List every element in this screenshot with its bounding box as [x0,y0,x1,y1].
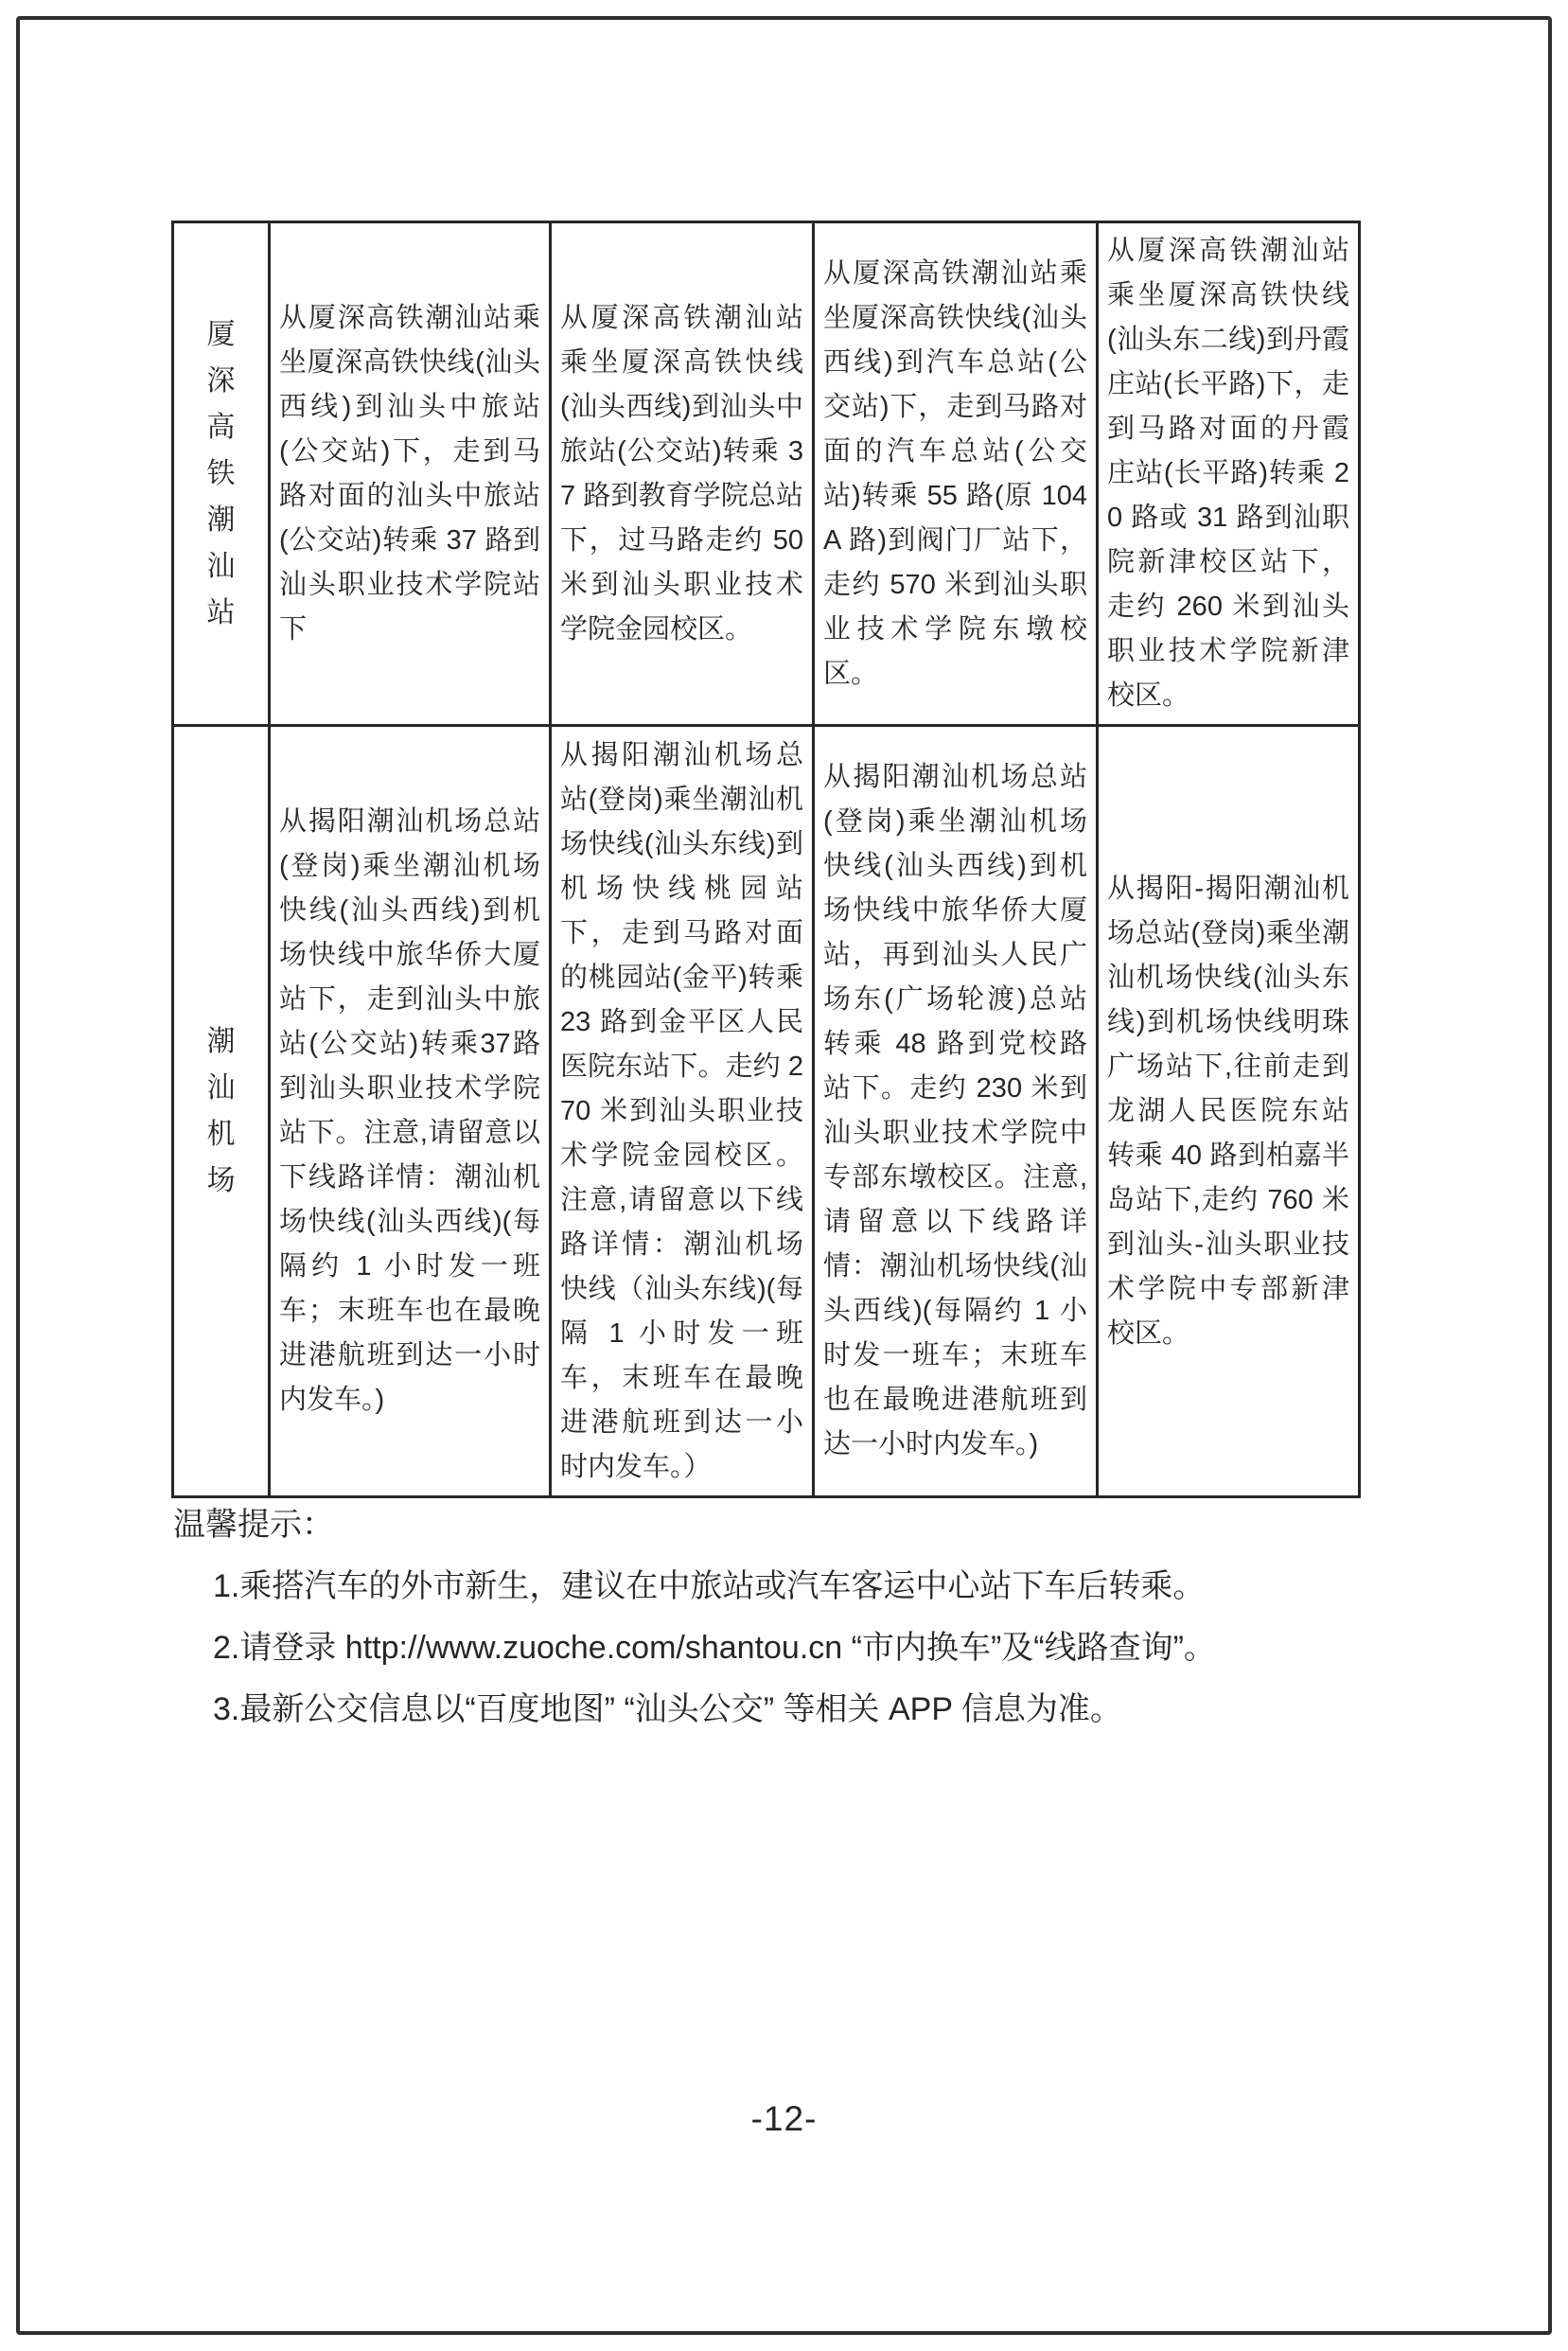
tip-item-2: 2.请登录 http://www.zuoche.com/shantou.cn “市内换车”及“线路查询”。 [213,1630,1216,1666]
route-text: 从厦深高铁潮汕站乘坐厦深高铁快线(汕头东二线)到丹霞庄站(长平路)下，走到马路对面的丹霞庄站(长平路)转乘 20 路或 31 路到汕职院新津校区站下，走约 260 米到汕头职业技术学院新津校区。 [1107,236,1349,711]
route-cell [1098,222,1360,726]
route-cell [270,222,551,726]
table-row-hsr-station [173,222,1360,726]
page-number: -12- [750,2099,818,2138]
tips-section [173,1503,1432,1731]
route-text: 从揭阳潮汕机场总站(登岗)乘坐潮汕机场快线(汕头西线)到机场快线中旅华侨大厦站，再到汕头人民广场东(广场轮渡)总站转乘 48 路到党校路站下。走约 230 米到汕头职业技术学院中专部东墩校区。注意,请留意以下线路详情：潮汕机场快线(汕头西线)(每隔约 1 小时发一班车；末班车也在最晚进港航班到达一小时内发车。) [823,762,1087,1459]
route-text: 从厦深高铁潮汕站乘坐厦深高铁快线(汕头西线)到汕头中旅站(公交站)下，走到马路对面的汕头中旅站(公交站)转乘 37 路到汕头职业技术学院站下 [279,302,540,645]
row-header-label: 潮汕机场 [206,1026,236,1196]
route-text: 从厦深高铁潮汕站乘坐厦深高铁快线(汕头西线)到汕头中旅站(公交站)转乘 37 路到教育学院总站下，过马路走约 50 米到汕头职业技术学院金园校区。 [560,302,803,645]
route-text: 从揭阳潮汕机场总站(登岗)乘坐潮汕机场快线(汕头东线)到机场快线桃园站下，走到马路对面的桃园站(金平)转乘 23 路到金平区人民医院东站下。走约 270 米到汕头职业技术学院金园校区。注意,请留意以下线路详情：潮汕机场快线（汕头东线)(每隔 1 小时发一班车，末班车在最晚进港航班到达一小时内发车。） [560,739,803,1482]
route-cell [551,726,814,1497]
table-row-airport [173,726,1360,1497]
tip-item-3: 3.最新公交信息以“百度地图” “汕头公交” 等相关 APP 信息为准。 [213,1691,1122,1727]
row-header-chaoshan-airport [173,726,270,1497]
route-cell [270,726,551,1497]
route-text: 从揭阳-揭阳潮汕机场总站(登岗)乘坐潮汕机场快线(汕头东线)到机场快线明珠广场站下,往前走到龙湖人民医院东站转乘 40 路到柏嘉半岛站下,走约 760 米到汕头-汕头职业技术学院中专部新津校区。 [1107,873,1349,1349]
tip-item-1: 1.乘搭汽车的外市新生，建议在中旅站或汽车客运中心站下车后转乘。 [213,1568,1206,1604]
route-cell [551,222,814,726]
tips-title: 温馨提示： [173,1507,334,1543]
transport-directions-table [171,221,1361,1498]
route-cell [814,726,1098,1497]
route-text: 从厦深高铁潮汕站乘坐厦深高铁快线(汕头西线)到汽车总站(公交站)下，走到马路对面的汽车总站(公交站)转乘 55 路(原 104A 路)到阀门厂站下，走约 570 米到汕头职业技术学院东墩校区。 [823,257,1087,689]
row-header-label: 厦深高铁潮汕站 [206,319,236,628]
route-cell [1098,726,1360,1497]
route-text: 从揭阳潮汕机场总站(登岗)乘坐潮汕机场快线(汕头西线)到机场快线中旅华侨大厦站下，走到汕头中旅站(公交站)转乘37路到汕头职业技术学院站下。注意,请留意以下线路详情：潮汕机场快线(汕头西线)(每隔约 1 小时发一班车；末班车也在最晚进港航班到达一小时内发车。) [279,806,540,1415]
route-cell [814,222,1098,726]
row-header-xiashen-hsr-chaoshan-station [173,222,270,726]
